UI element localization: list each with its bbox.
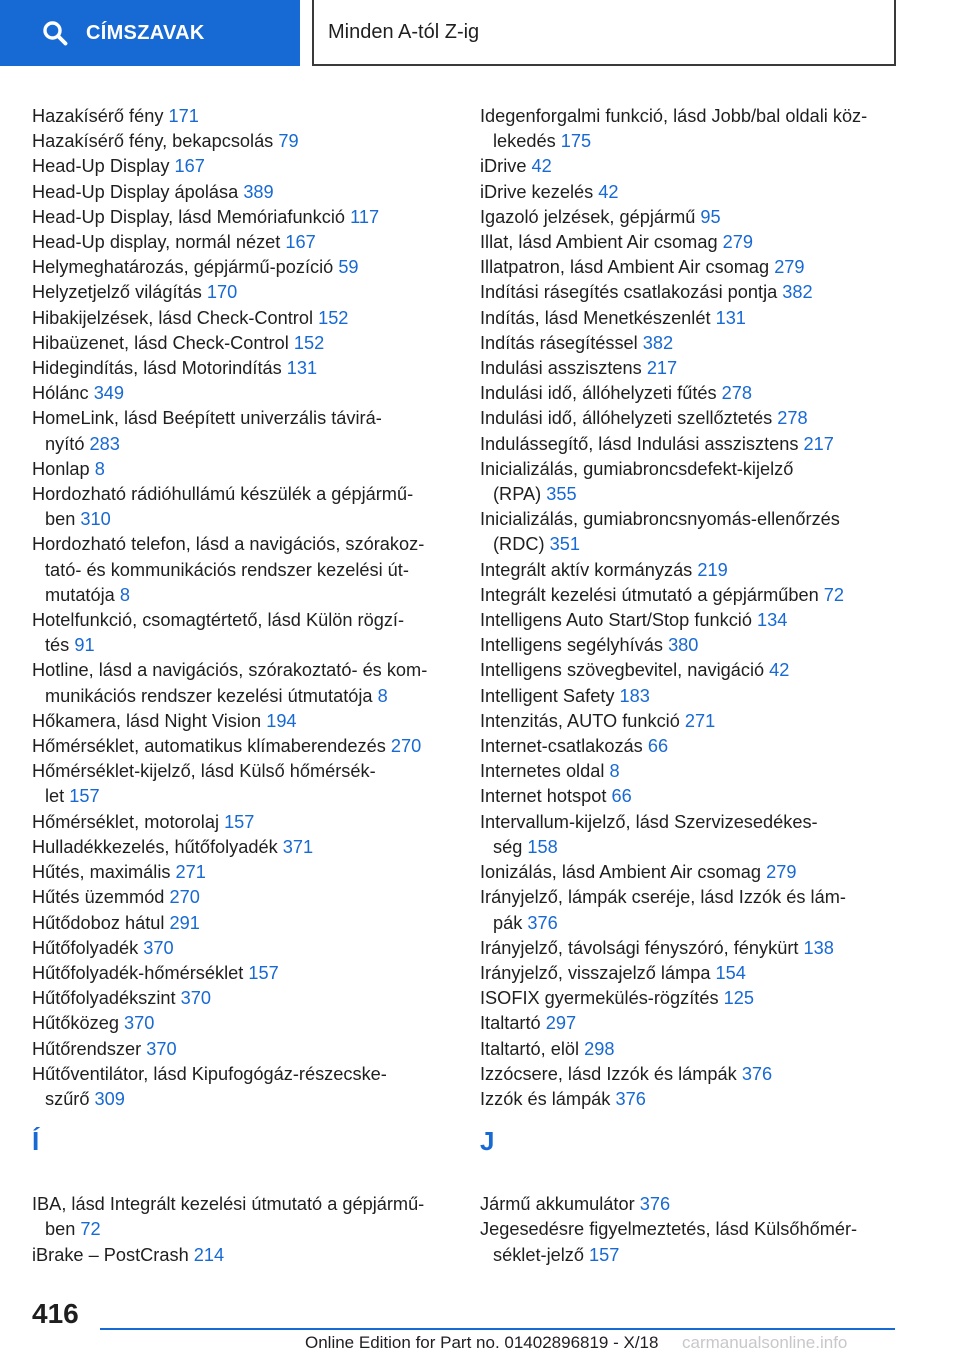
entry-term: Izzócsere, lásd Izzók és lámpák: [480, 1063, 737, 1084]
entry-term: séklet-jelző: [493, 1244, 584, 1265]
page-link[interactable]: 171: [168, 106, 199, 126]
page-link[interactable]: 175: [560, 131, 592, 152]
entry-term: (RPA): [493, 484, 542, 505]
index-entry: [32, 154, 452, 179]
page-link[interactable]: 72: [823, 584, 844, 605]
entry-term: munikációs rendszer kezelési útmutatója: [45, 685, 373, 706]
page-link[interactable]: 376: [741, 1063, 773, 1084]
index-entry: [32, 1243, 452, 1268]
entry-term: Izzók és lámpák: [480, 1088, 611, 1109]
page-link[interactable]: 279: [774, 257, 805, 278]
entry-term: mutatója: [45, 584, 115, 605]
entry-term: Hőmérséklet, automatikus klímaberendezés: [32, 736, 386, 757]
page-link[interactable]: 117: [350, 206, 380, 227]
page-link[interactable]: 355: [546, 484, 577, 505]
page-link[interactable]: 8: [377, 685, 388, 706]
index-entry: [480, 759, 900, 784]
page-link[interactable]: 157: [69, 786, 100, 807]
section-letter: Í: [32, 1126, 40, 1157]
index-entry: [32, 406, 452, 456]
entry-term: Hordozható rádióhullámú készülék a gépjármű-: [32, 484, 414, 505]
entry-term: Helyzetjelző világítás: [32, 282, 202, 303]
entry-term: iDrive kezelés: [480, 181, 594, 202]
index-entry: [480, 583, 900, 608]
page-link[interactable]: 389: [243, 181, 274, 202]
index-entries: [32, 104, 452, 1112]
page-link[interactable]: 310: [80, 509, 111, 530]
page-link[interactable]: 270: [169, 887, 200, 908]
entry-term: Hólánc: [32, 383, 89, 404]
entry-term: iDrive: [480, 156, 527, 177]
entry-term: Hőkamera, lásd Night Vision: [32, 710, 262, 731]
entry-term: Irányjelző, lámpák cseréje, lásd Izzók és lám-: [480, 887, 846, 908]
index-entry: [480, 810, 900, 860]
section-letter: J: [480, 1126, 495, 1157]
page-link[interactable]: 72: [80, 1219, 101, 1240]
page-link[interactable]: 42: [598, 181, 619, 202]
index-entry: [32, 734, 452, 759]
tab-keywords-label: CÍMSZAVAK: [86, 21, 205, 44]
index-entries: [480, 104, 900, 1112]
entry-term: Hűtőfolyadék-hőmérséklet: [32, 962, 244, 983]
entry-term: Intelligens szövegbevitel, navigáció: [480, 660, 765, 681]
entry-term: Irányjelző, visszajelző lámpa: [480, 962, 711, 983]
index-entry: [32, 810, 452, 835]
entry-term: ISOFIX gyermekülés-rögzítés: [480, 988, 719, 1009]
entry-term: Internetes oldal: [480, 761, 605, 782]
entry-term: Hazakísérő fény: [32, 106, 164, 126]
page-link[interactable]: 167: [174, 156, 205, 177]
entry-term: Head-Up Display, lásd Memóriafunkció: [32, 206, 346, 227]
entry-term: Igazoló jelzések, gépjármű: [480, 206, 696, 227]
entry-term: Hazakísérő fény, bekapcsolás: [32, 131, 274, 152]
index-entry: [480, 306, 900, 331]
page-link[interactable]: 59: [338, 257, 359, 278]
index-entry: [32, 129, 452, 154]
page-link[interactable]: 138: [803, 937, 834, 958]
page-link[interactable]: 370: [143, 937, 174, 958]
index-entry: [480, 457, 900, 507]
index-entry: [32, 381, 452, 406]
entry-term: Hűtődoboz hátul: [32, 912, 165, 933]
index-entry: [480, 381, 900, 406]
index-entry: [480, 936, 900, 961]
page-link[interactable]: 134: [757, 610, 788, 631]
entry-term: Intelligens segélyhívás: [480, 635, 663, 656]
entry-term: Head-Up display, normál nézet: [32, 232, 281, 253]
tab-a-to-z[interactable]: [312, 0, 896, 66]
page-link[interactable]: 95: [700, 206, 721, 227]
page-link[interactable]: 370: [146, 1038, 177, 1059]
index-entry: [32, 205, 452, 230]
watermark: carmanualsonline.info: [682, 1333, 848, 1352]
entry-term: Illatpatron, lásd Ambient Air csomag: [480, 257, 770, 278]
entry-term: ben: [45, 509, 76, 530]
index-entry: [32, 230, 452, 255]
page-link[interactable]: 380: [668, 635, 699, 656]
entry-term: Jegesedésre figyelmeztetés, lásd Külsőhőmér-: [480, 1219, 858, 1240]
entry-term: Inicializálás, gumiabroncsdefekt-kijelző: [480, 458, 794, 479]
entry-term: Hőmérséklet, motorolaj: [32, 811, 219, 832]
entry-term: ség: [493, 836, 523, 857]
entry-term: Internet hotspot: [480, 786, 607, 807]
page-link[interactable]: 298: [584, 1038, 615, 1059]
page-link[interactable]: 351: [549, 534, 580, 555]
index-column-left: [32, 104, 452, 1268]
index-entry: [480, 608, 900, 633]
index-entry: [32, 457, 452, 482]
index-entry: [32, 1062, 452, 1112]
index-entry: [32, 936, 452, 961]
page-link[interactable]: 152: [318, 307, 349, 328]
index-entry: [480, 104, 900, 154]
entry-term: Indulássegítő, lásd Indulási asszisztens: [480, 433, 799, 454]
page-link[interactable]: 66: [647, 736, 669, 757]
entry-term: Intelligens Auto Start/Stop funkció: [480, 610, 752, 631]
index-entry: [480, 255, 900, 280]
page-link[interactable]: 157: [589, 1244, 620, 1265]
entry-term: Indulási asszisztens: [480, 358, 642, 379]
entry-term: tató- és kommunikációs rendszer kezelési út-: [45, 559, 409, 580]
page-link[interactable]: 271: [684, 710, 716, 731]
index-entry: [480, 406, 900, 431]
search-icon: [42, 20, 68, 46]
header-tab-bar: [0, 0, 960, 66]
tab-a-to-z-label: Minden A-tól Z-ig: [328, 20, 480, 43]
entry-term: Irányjelző, távolsági fényszóró, fénykürt: [480, 937, 799, 958]
page-link[interactable]: 91: [74, 635, 95, 656]
index-entry: [480, 1037, 900, 1062]
index-entry: [480, 154, 900, 179]
index-entry: [32, 1011, 452, 1036]
entry-term: Intervallum-kijelző, lásd Szervizesedékes-: [480, 811, 818, 832]
tab-keywords[interactable]: [0, 0, 300, 66]
entry-term: lekedés: [493, 131, 556, 152]
page-link[interactable]: 131: [715, 307, 746, 328]
index-entry: [480, 205, 900, 230]
page-link[interactable]: 382: [782, 282, 813, 303]
entry-term: Italtartó: [480, 1013, 541, 1034]
footer-divider: [100, 1328, 895, 1330]
page-link[interactable]: 194: [266, 710, 297, 731]
index-entry: [32, 255, 452, 280]
index-entry: [480, 432, 900, 457]
entry-term: Indítási rásegítés csatlakozási pontja: [480, 282, 778, 303]
page-link[interactable]: 125: [723, 988, 754, 1009]
index-entry: [32, 306, 452, 331]
page-link[interactable]: 376: [639, 1194, 671, 1215]
entry-term: Integrált kezelési útmutató a gépjárműben: [480, 584, 819, 605]
entry-term: Inicializálás, gumiabroncsnyomás-ellenőrzés: [480, 509, 840, 530]
entry-term: Hűtőventilátor, lásd Kipufogógáz-részecske-: [32, 1063, 387, 1084]
index-entry: [32, 885, 452, 910]
entry-term: Hűtőrendszer: [32, 1038, 142, 1059]
index-entry: [480, 961, 900, 986]
index-entry: [32, 608, 452, 658]
index-entry: [32, 532, 452, 608]
page-link[interactable]: 154: [715, 962, 746, 983]
page-link[interactable]: 370: [180, 988, 211, 1009]
entry-term: (RDC): [493, 534, 545, 555]
page-link[interactable]: 66: [611, 786, 632, 807]
page-link[interactable]: 8: [609, 761, 620, 782]
index-entry: [32, 658, 452, 708]
entry-term: Hűtés, maximális: [32, 862, 171, 883]
entry-term: nyító: [45, 433, 85, 454]
index-entry: [480, 860, 900, 885]
entry-term: Indítás rásegítéssel: [480, 332, 638, 353]
index-entry: [480, 1087, 900, 1112]
entry-term: Hibakijelzések, lásd Check-Control: [32, 307, 314, 328]
index-entry: [32, 1037, 452, 1062]
entry-term: Italtartó, elöl: [480, 1038, 580, 1059]
page-link[interactable]: 214: [193, 1244, 225, 1265]
page-link[interactable]: 278: [777, 408, 808, 429]
entry-term: Hulladékkezelés, hűtőfolyadék: [32, 836, 278, 857]
index-entry: [32, 860, 452, 885]
page-link[interactable]: 283: [89, 433, 120, 454]
page-link[interactable]: 42: [769, 660, 790, 681]
page-link[interactable]: 170: [206, 282, 238, 303]
entry-term: Intenzitás, AUTO funkció: [480, 710, 680, 731]
index-entry: [32, 1192, 452, 1242]
entry-term: Hűtőközeg: [32, 1013, 119, 1034]
page-link[interactable]: 291: [169, 912, 200, 933]
entry-term: IBA, lásd Integrált kezelési útmutató a gépjármű-: [32, 1194, 425, 1215]
page-link[interactable]: 8: [119, 584, 130, 605]
index-entry: [32, 180, 452, 205]
index-entry: [480, 1192, 900, 1217]
index-entry: [32, 356, 452, 381]
index-entry: [32, 835, 452, 860]
index-entry: [32, 482, 452, 532]
page-link[interactable]: 382: [642, 332, 674, 353]
page-link[interactable]: 217: [646, 358, 678, 379]
page-link[interactable]: 278: [721, 383, 753, 404]
index-entry: [480, 1062, 900, 1087]
index-entry: [32, 961, 452, 986]
entry-term: Hibaüzenet, lásd Check-Control: [32, 332, 289, 353]
index-entry: [32, 331, 452, 356]
edition-text: Online Edition for Part no. 01402896819 - X/18: [305, 1333, 659, 1352]
index-entry: [32, 759, 452, 809]
entry-term: Integrált aktív kormányzás: [480, 559, 693, 580]
index-entry: [32, 986, 452, 1011]
entry-term: Hűtőfolyadékszint: [32, 988, 176, 1009]
page-link[interactable]: 376: [527, 912, 558, 933]
index-column-right: [480, 104, 900, 1268]
index-entry: [480, 507, 900, 557]
entry-term: HomeLink, lásd Beépített univerzális távirá-: [32, 408, 382, 429]
index-entry: [480, 784, 900, 809]
entry-term: Indítás, lásd Menetkészenlét: [480, 307, 711, 328]
index-entry: [480, 356, 900, 381]
entry-term: Hűtés üzemmód: [32, 887, 165, 908]
entry-term: Hotelfunkció, csomagtértető, lásd Külön rögzí-: [32, 610, 405, 631]
page-link[interactable]: 217: [803, 433, 834, 454]
entry-term: Idegenforgalmi funkció, lásd Jobb/bal oldali köz-: [480, 106, 868, 126]
index-entries: [480, 1192, 900, 1268]
entry-term: Head-Up Display ápolása: [32, 181, 239, 202]
page-link[interactable]: 376: [615, 1088, 646, 1109]
entry-term: Internet-csatlakozás: [480, 736, 643, 757]
page-number: 416: [32, 1298, 79, 1329]
entry-term: Indulási idő, állóhelyzeti fűtés: [480, 383, 717, 404]
entry-term: Hűtőfolyadék: [32, 937, 139, 958]
page-link[interactable]: 183: [619, 685, 650, 706]
entry-term: Hidegindítás, lásd Motorindítás: [32, 358, 282, 379]
page-link[interactable]: 370: [124, 1013, 155, 1034]
index-entry: [480, 885, 900, 935]
entry-term: Hotline, lásd a navigációs, szórakoztató- és kom-: [32, 660, 428, 681]
entry-term: pák: [493, 912, 523, 933]
entry-term: Head-Up Display: [32, 156, 170, 177]
index-entry: [480, 180, 900, 205]
page-link[interactable]: 219: [697, 559, 728, 580]
index-entry: [480, 558, 900, 583]
page-link[interactable]: 270: [390, 736, 422, 757]
entry-term: Honlap: [32, 458, 90, 479]
entry-term: Illat, lásd Ambient Air csomag: [480, 232, 718, 253]
index-entry: [32, 104, 452, 129]
page-link[interactable]: 157: [248, 962, 279, 983]
entry-term: Intelligent Safety: [480, 685, 615, 706]
entry-term: tés: [45, 635, 70, 656]
page-link[interactable]: 79: [278, 131, 299, 152]
index-entries: [32, 1192, 452, 1268]
page-link[interactable]: 279: [766, 862, 797, 883]
page-link[interactable]: 158: [527, 836, 558, 857]
page-link[interactable]: 279: [722, 232, 753, 253]
index-entry: [480, 709, 900, 734]
entry-term: iBrake – PostCrash: [32, 1244, 189, 1265]
entry-term: Indulási idő, állóhelyzeti szellőztetés: [480, 408, 773, 429]
index-entry: [480, 280, 900, 305]
page-link[interactable]: 8: [94, 458, 105, 479]
entry-term: let: [45, 786, 65, 807]
index-entry: [480, 734, 900, 759]
index-entry: [480, 1217, 900, 1267]
index-entry: [32, 709, 452, 734]
index-entry: [480, 230, 900, 255]
index-entry: [32, 911, 452, 936]
index-entry: [480, 633, 900, 658]
page-link[interactable]: 309: [94, 1088, 125, 1109]
page-link[interactable]: 152: [293, 332, 325, 353]
entry-term: Hordozható telefon, lásd a navigációs, szórakoz-: [32, 534, 425, 555]
index-entry: [32, 280, 452, 305]
entry-term: Helymeghatározás, gépjármű-pozíció: [32, 257, 334, 278]
page-link[interactable]: 349: [93, 383, 125, 404]
page-link[interactable]: 271: [175, 862, 206, 883]
page-link[interactable]: 167: [285, 232, 316, 253]
page-link[interactable]: 371: [282, 836, 314, 857]
entry-term: ben: [45, 1219, 76, 1240]
entry-term: Ionizálás, lásd Ambient Air csomag: [480, 862, 762, 883]
index-entry: [480, 658, 900, 683]
entry-term: szűrő: [45, 1088, 90, 1109]
index-entry: [480, 331, 900, 356]
page-link[interactable]: 157: [224, 811, 255, 832]
page-link[interactable]: 42: [531, 156, 552, 177]
index-entry: [480, 684, 900, 709]
index-entry: [480, 986, 900, 1011]
index-entry: [480, 1011, 900, 1036]
page-link[interactable]: 297: [545, 1013, 577, 1034]
page-link[interactable]: 131: [286, 358, 318, 379]
entry-term: Jármű akkumulátor: [480, 1194, 635, 1215]
entry-term: Hőmérséklet-kijelző, lásd Külső hőmérsék-: [32, 761, 376, 782]
